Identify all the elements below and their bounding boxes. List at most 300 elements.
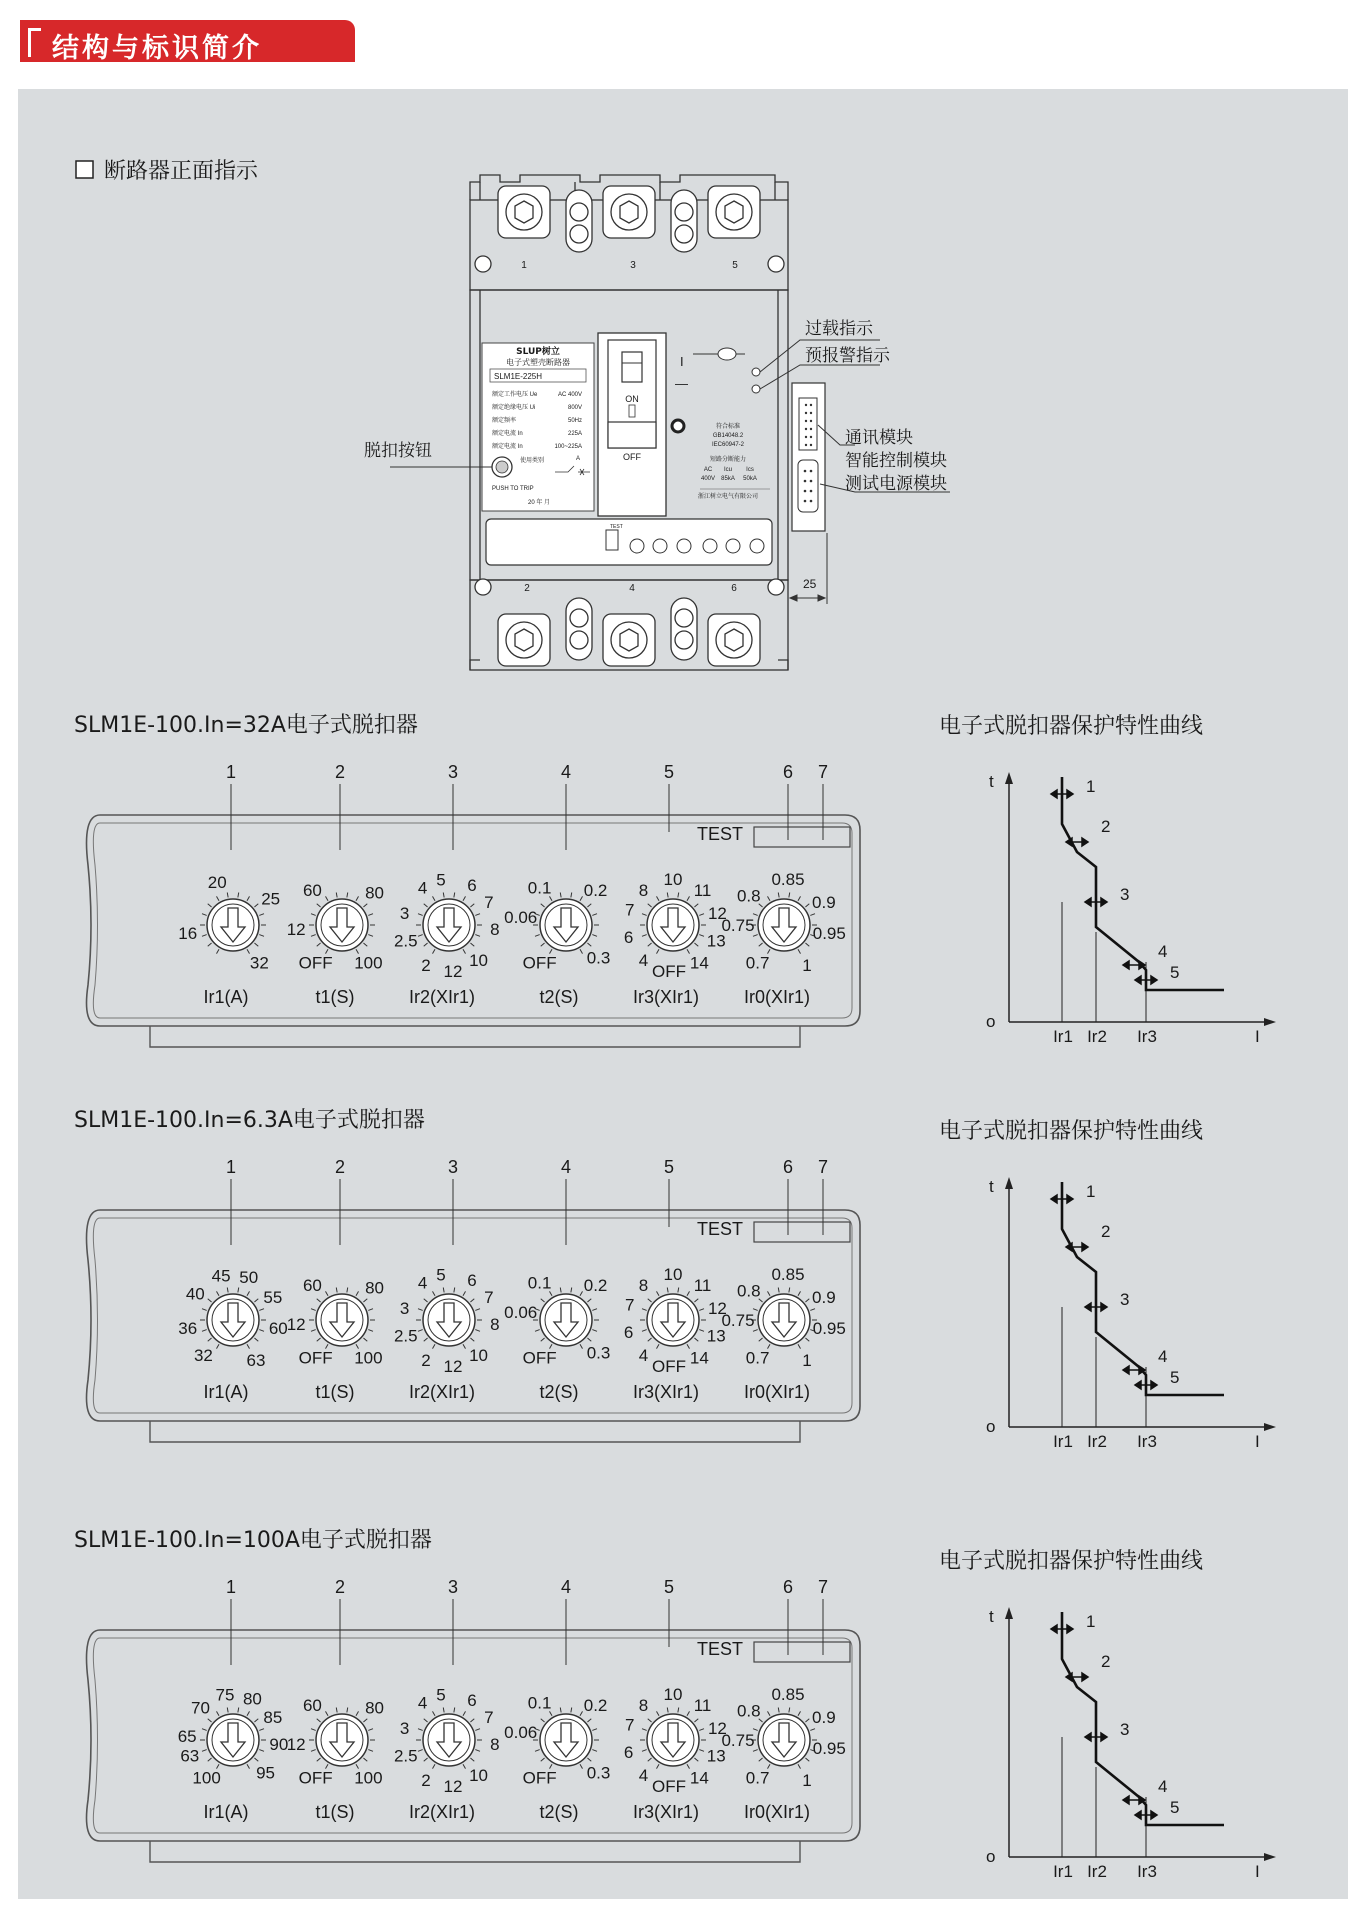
cap-head: AC <box>703 467 713 473</box>
dial-scale-label: 12 <box>286 920 306 940</box>
brand-label: SLUP树立 <box>516 347 560 357</box>
callout-number: 4 <box>560 762 572 782</box>
axis-arrow-icon <box>1005 1607 1013 1619</box>
dial-scale-label: OFF <box>298 1768 333 1788</box>
i-symbol: I <box>680 354 684 369</box>
curve-mark-label: 4 <box>1158 1347 1168 1366</box>
curve-mark-label: 1 <box>1086 1612 1096 1631</box>
status-led-icon <box>672 420 684 432</box>
dial-scale-label: 20 <box>207 872 227 892</box>
cap-value: 85kA <box>721 476 735 482</box>
rating-value: 100~225A <box>554 444 582 450</box>
maker-label: 浙江树立电气有限公司 <box>697 494 759 500</box>
dial-scale-label: 6 <box>623 927 634 947</box>
dial-scale-label: 4 <box>417 1273 428 1293</box>
dial-scale-label: 10 <box>663 870 683 889</box>
curve-mark-label: 4 <box>1158 942 1168 961</box>
curve-mark-label: 3 <box>1120 1290 1130 1309</box>
rating-value: 800V <box>567 405 582 411</box>
model-label: SLM1E-225H <box>494 372 543 381</box>
callout-number: 7 <box>817 762 829 782</box>
dial-scale-label: OFF <box>298 1348 333 1368</box>
curve-line <box>1062 777 1224 990</box>
dial-scale-label: 0.95 <box>812 1318 846 1338</box>
dial-scale-label: 10 <box>469 951 489 971</box>
trip-units <box>74 713 1276 1881</box>
curve-tick: Ir1 <box>1053 1432 1073 1451</box>
t-axis-label: t <box>989 772 994 791</box>
dial-scale-label: 11 <box>693 1695 712 1715</box>
origin-label: o <box>986 1417 996 1436</box>
dial-scale-label: 0.3 <box>586 1343 611 1363</box>
test-button[interactable] <box>754 1222 850 1242</box>
dial-scale-label: 80 <box>242 1689 262 1709</box>
dial-scale-label: 2.5 <box>393 1746 418 1766</box>
dial-scale-label: 95 <box>256 1763 275 1783</box>
dial-scale-label: 4 <box>417 878 428 898</box>
dial-scale-label: 0.2 <box>583 880 608 900</box>
dial-name: Ir0(XIr1) <box>743 1382 811 1402</box>
rotary-dial[interactable] <box>178 1686 289 1788</box>
dial-name: Ir2(XIr1) <box>408 987 476 1007</box>
header-title: 结构与标识简介 <box>52 33 262 64</box>
dial-name: Ir3(XIr1) <box>632 987 700 1007</box>
axis-arrow-icon <box>1005 1177 1013 1189</box>
dial-scale-label: 4 <box>638 1766 649 1786</box>
dial-scale-label: 65 <box>177 1726 197 1746</box>
dial-scale-label: 12 <box>443 1356 463 1376</box>
dial-scale-label: 0.7 <box>745 1348 770 1368</box>
trip-unit-section <box>74 713 1276 1047</box>
dial-scale-label: 14 <box>689 1348 709 1368</box>
dial-scale-label: 0.06 <box>504 1303 538 1323</box>
dial-scale-label: 8 <box>638 1695 649 1715</box>
dial-name: Ir2(XIr1) <box>408 1802 476 1822</box>
cap-head: Icu <box>723 467 733 473</box>
dial-scale-label: 4 <box>638 1346 649 1366</box>
rotary-dial[interactable] <box>287 1696 384 1788</box>
dial-scale-label: 0.75 <box>721 1311 755 1330</box>
callout-number: 6 <box>782 1157 794 1177</box>
handle-lever[interactable] <box>608 422 656 448</box>
terminal-1: 1 <box>521 260 527 271</box>
testpower-callout: 测试电源模块 <box>845 474 947 494</box>
dial-scale-label: 5 <box>436 1685 446 1705</box>
dial-scale-label: 8 <box>490 920 500 940</box>
dial-name: Ir1(A) <box>203 1382 249 1402</box>
dial-scale-label: 6 <box>467 1271 477 1291</box>
rotary-dial[interactable] <box>178 1267 288 1370</box>
dial-scale-label: 0.75 <box>721 1731 755 1750</box>
unit-title: SLM1E-100.In=32A电子式脱扣器 <box>74 713 418 738</box>
test-power-connector-icon <box>798 460 818 512</box>
axis-arrow-icon <box>1264 1018 1276 1026</box>
curve-mark-label: 5 <box>1170 1368 1180 1387</box>
curve-title: 电子式脱扣器保护特性曲线 <box>939 1119 1204 1144</box>
callout-number: 3 <box>447 1157 459 1177</box>
dial-scale-label: 14 <box>689 1768 709 1788</box>
protection-curve <box>986 1177 1276 1451</box>
rotary-dial[interactable] <box>721 1265 845 1370</box>
dial-name: t1(S) <box>315 1382 355 1402</box>
dial-scale-label: 10 <box>469 1346 489 1366</box>
dial-scale-label: 0.8 <box>736 1701 761 1721</box>
curve-mark-label: 2 <box>1101 1652 1111 1671</box>
dial-scale-label: 60 <box>302 880 322 900</box>
cap-head: Ics <box>746 467 754 473</box>
rating-key: 额定工作电压 Ue <box>492 392 538 398</box>
dial-scale-label: 0.9 <box>812 1288 836 1307</box>
dial-scale-label: 0.85 <box>771 1265 805 1285</box>
callout-number: 5 <box>663 1157 675 1177</box>
dial-scale-label: 3 <box>399 1299 410 1319</box>
callout-number: 7 <box>817 1577 829 1597</box>
dial-scale-label: 7 <box>625 1715 635 1735</box>
std-1: GB14048.2 <box>712 433 744 439</box>
curve-mark-label: 2 <box>1101 1222 1111 1241</box>
dial-scale-label: 12 <box>286 1735 306 1755</box>
front-view <box>76 159 950 670</box>
test-button[interactable] <box>754 1642 850 1662</box>
callout-number: 2 <box>334 1157 346 1177</box>
dial-scale-label: 6 <box>467 1691 477 1711</box>
rating-key: 额定电流 In <box>492 444 523 450</box>
dial-scale-label: 0.7 <box>745 1768 770 1788</box>
callout-number: 4 <box>560 1577 572 1597</box>
dial-scale-label: 63 <box>180 1746 200 1766</box>
curve-mark-label: 5 <box>1170 1798 1180 1817</box>
cap-value: 400V <box>700 476 716 482</box>
front-section-title: 断路器正面指示 <box>104 159 259 184</box>
overload-indicator <box>752 368 760 376</box>
rating-value: 50Hz <box>567 418 582 424</box>
dial-scale-label: 6 <box>623 1322 634 1342</box>
dial-name: t2(S) <box>539 1802 579 1822</box>
dial-scale-label: 7 <box>484 1288 494 1307</box>
dial-scale-label: 10 <box>469 1766 489 1786</box>
dial-scale-label: 0.2 <box>583 1695 608 1715</box>
dial-scale-label: 13 <box>706 931 726 951</box>
std-title: 符合标准 <box>715 424 741 430</box>
smart-callout: 智能控制模块 <box>845 451 947 471</box>
dial-scale-label: OFF <box>522 1348 557 1368</box>
dial-scale-label: 5 <box>436 1265 446 1285</box>
curve-tick: Ir3 <box>1137 1027 1157 1046</box>
dial-scale-label: 12 <box>286 1315 306 1335</box>
trip-unit-section <box>74 1108 1276 1451</box>
dial-scale-label: 32 <box>249 953 269 973</box>
dial-scale-label: 6 <box>623 1742 634 1762</box>
callout-number: 3 <box>447 1577 459 1597</box>
dial-scale-label: OFF <box>522 953 557 973</box>
origin-label: o <box>986 1847 996 1866</box>
dial-scale-label: 0.06 <box>504 908 538 928</box>
rating-key: 额定电流 In <box>492 431 523 437</box>
rotary-dial[interactable] <box>624 1265 727 1376</box>
rotary-dial[interactable] <box>178 873 280 973</box>
dial-name: Ir2(XIr1) <box>408 1382 476 1402</box>
terminal-4: 4 <box>629 583 635 594</box>
dial-scale-label: OFF <box>651 1356 686 1376</box>
rotary-dial[interactable] <box>721 1685 845 1790</box>
dial-scale-label: 11 <box>693 1275 712 1295</box>
dial-scale-label: 60 <box>302 1695 322 1715</box>
dial-scale-label: 32 <box>193 1346 213 1366</box>
dial-scale-label: 7 <box>625 900 635 920</box>
dial-scale-label: 0.75 <box>721 916 755 935</box>
dial-scale-label: 2.5 <box>393 1326 418 1346</box>
curve-line <box>1062 1612 1224 1825</box>
dial-scale-label: 36 <box>178 1318 198 1338</box>
rotary-dial[interactable] <box>394 1266 500 1376</box>
dial-scale-label: OFF <box>522 1768 557 1788</box>
dial-scale-label: 0.95 <box>812 923 846 943</box>
adjust-arrow-icon <box>1123 961 1145 969</box>
rotary-dial[interactable] <box>504 1273 610 1367</box>
callout-number: 7 <box>817 1157 829 1177</box>
dial-scale-label: OFF <box>651 1776 686 1796</box>
dial-name: t2(S) <box>539 987 579 1007</box>
terminal-2: 2 <box>524 583 530 594</box>
dial-scale-label: 12 <box>707 904 727 924</box>
dial-scale-label: 4 <box>638 951 649 971</box>
rotary-dial[interactable] <box>624 1685 727 1796</box>
dial-name: Ir0(XIr1) <box>743 987 811 1007</box>
callout-number: 5 <box>663 1577 675 1597</box>
dial-scale-label: 8 <box>638 880 649 900</box>
test-button[interactable] <box>754 827 850 847</box>
dial-scale-label: 3 <box>399 904 410 924</box>
rating-value: 225A <box>567 431 582 437</box>
dial-scale-label: 100 <box>192 1768 221 1788</box>
cap-value: 50kA <box>743 476 757 482</box>
checkbox-icon <box>76 161 93 178</box>
dial-scale-label: 13 <box>706 1746 726 1766</box>
prealarm-callout: 预报警指示 <box>805 346 890 366</box>
unit-title: SLM1E-100.In=100A电子式脱扣器 <box>74 1528 432 1553</box>
dial-scale-label: 0.06 <box>504 1723 538 1743</box>
product-label: 电子式塑壳断路器 <box>506 358 570 367</box>
curve-mark-label: 4 <box>1158 1777 1168 1796</box>
off-label: OFF <box>623 452 641 462</box>
dial-name: Ir1(A) <box>203 987 249 1007</box>
dial-name: t1(S) <box>315 1802 355 1822</box>
dial-scale-label: 12 <box>443 1776 463 1796</box>
dial-scale-label: 2.5 <box>393 931 418 951</box>
dial-scale-label: 0.1 <box>527 878 552 898</box>
unit-title: SLM1E-100.In=6.3A电子式脱扣器 <box>74 1108 425 1133</box>
dial-scale-label: 7 <box>484 893 494 912</box>
dial-name: Ir3(XIr1) <box>632 1382 700 1402</box>
trip-button-callout: 脱扣按钮 <box>364 441 432 461</box>
dial-scale-label: OFF <box>298 953 333 973</box>
rotary-dial[interactable] <box>287 1276 384 1368</box>
t-axis-label: t <box>989 1177 994 1196</box>
axis-arrow-icon <box>1264 1423 1276 1431</box>
dial-scale-label: 0.7 <box>745 953 770 973</box>
dial-scale-label: 63 <box>246 1350 266 1370</box>
dial-scale-label: 5 <box>436 870 446 890</box>
curve-mark-label: 1 <box>1086 777 1096 796</box>
overload-callout: 过载指示 <box>805 319 873 339</box>
curve-tick: Ir2 <box>1087 1432 1107 1451</box>
callout-number: 6 <box>782 1577 794 1597</box>
dial-scale-label: 12 <box>707 1719 727 1739</box>
dial-scale-label: 0.2 <box>583 1275 608 1295</box>
dial-scale-label: 0.95 <box>812 1738 846 1758</box>
curve-line <box>1062 1182 1224 1395</box>
rating-key: 额定绝缘电压 Ui <box>492 405 536 411</box>
dial-scale-label: 1 <box>802 1350 812 1370</box>
dial-name: Ir3(XIr1) <box>632 1802 700 1822</box>
dial-scale-label: 90 <box>269 1735 289 1755</box>
dial-scale-label: 60 <box>302 1275 322 1295</box>
dial-scale-label: 70 <box>191 1698 210 1718</box>
dial-scale-label: 16 <box>178 923 198 943</box>
curve-mark-label: 5 <box>1170 963 1180 982</box>
dial-scale-label: 2 <box>421 1350 431 1370</box>
terminal-3: 3 <box>630 260 636 271</box>
curve-tick: Ir3 <box>1137 1432 1157 1451</box>
axis-arrow-icon <box>1005 772 1013 784</box>
rotary-dial[interactable] <box>504 878 610 972</box>
callout-number: 5 <box>663 762 675 782</box>
dial-scale-label: 10 <box>663 1685 683 1704</box>
i-axis-label: I <box>1255 1432 1260 1451</box>
comm-callout: 通讯模块 <box>845 428 913 448</box>
callout-number: 1 <box>225 1157 237 1177</box>
dial-scale-label: 85 <box>263 1708 283 1727</box>
curve-mark-label: 2 <box>1101 817 1111 836</box>
adjust-arrow-icon <box>1123 1366 1145 1374</box>
dial-name: Ir1(A) <box>203 1802 249 1822</box>
strip-test-label: TEST <box>610 524 623 530</box>
rotary-dial[interactable] <box>721 870 845 975</box>
adjust-arrow-icon <box>1066 838 1088 846</box>
dial-scale-label: 0.9 <box>812 893 836 912</box>
curve-tick: Ir1 <box>1053 1862 1073 1881</box>
dial-scale-label: 8 <box>490 1315 500 1335</box>
dial-scale-label: 100 <box>354 1768 383 1788</box>
terminal-5: 5 <box>732 260 738 271</box>
push-to-trip-label: PUSH TO TRIP <box>492 486 534 492</box>
dial-scale-label: 2 <box>421 1770 431 1790</box>
rotary-dial[interactable] <box>394 871 500 981</box>
dial-scale-label: 10 <box>663 1265 683 1284</box>
callout-number: 3 <box>447 762 459 782</box>
dial-scale-label: 0.8 <box>736 886 761 906</box>
rotary-dial[interactable] <box>287 881 384 973</box>
dial-scale-label: 6 <box>467 876 477 896</box>
dial-scale-label: 50 <box>239 1267 259 1287</box>
dial-scale-label: 8 <box>638 1275 649 1295</box>
callout-number: 1 <box>225 1577 237 1597</box>
rotary-dial[interactable] <box>624 870 727 981</box>
t-axis-label: t <box>989 1607 994 1626</box>
curve-tick: Ir2 <box>1087 1862 1107 1881</box>
dial-scale-label: 12 <box>443 961 463 981</box>
test-label: TEST <box>697 1219 744 1239</box>
dial-scale-label: 2 <box>421 955 431 975</box>
dial-name: Ir0(XIr1) <box>743 1802 811 1822</box>
curve-title: 电子式脱扣器保护特性曲线 <box>939 1549 1204 1574</box>
curve-mark-label: 3 <box>1120 885 1130 904</box>
rotary-dial[interactable] <box>394 1686 500 1796</box>
dial-scale-label: 14 <box>689 953 709 973</box>
on-label: ON <box>625 394 639 404</box>
dial-scale-label: 0.3 <box>586 1763 611 1783</box>
adjust-arrow-icon <box>1066 1673 1088 1681</box>
dial-scale-label: 0.1 <box>527 1693 552 1713</box>
dial-scale-label: 11 <box>693 880 712 900</box>
dial-scale-label: 25 <box>261 889 281 909</box>
adjust-arrow-icon <box>1066 1243 1088 1251</box>
callout-number: 2 <box>334 1577 346 1597</box>
curve-tick: Ir2 <box>1087 1027 1107 1046</box>
dial-scale-label: 7 <box>625 1295 635 1315</box>
dimension-25: 25 <box>803 577 817 591</box>
callout-number: 1 <box>225 762 237 782</box>
date-label: 20 年 月 <box>528 500 551 506</box>
dial-scale-label: 8 <box>490 1735 500 1755</box>
test-label: TEST <box>697 1639 744 1659</box>
dial-scale-label: 3 <box>399 1719 410 1739</box>
dial-scale-label: 0.9 <box>812 1708 836 1727</box>
dial-scale-label: OFF <box>651 961 686 981</box>
i-axis-label: I <box>1255 1027 1260 1046</box>
protection-curve <box>986 772 1276 1046</box>
curve-tick: Ir1 <box>1053 1027 1073 1046</box>
dial-scale-label: 60 <box>268 1318 288 1338</box>
dash-symbol: — <box>675 376 688 391</box>
protection-curve <box>986 1607 1276 1881</box>
dial-name: t2(S) <box>539 1382 579 1402</box>
rating-value: AC 400V <box>557 392 582 398</box>
dial-scale-label: 75 <box>215 1685 235 1705</box>
cap-title: 短路分断能力 <box>709 457 747 463</box>
dial-scale-label: 1 <box>802 955 812 975</box>
dial-scale-label: 1 <box>802 1770 812 1790</box>
axis-arrow-icon <box>1264 1853 1276 1861</box>
terminal-6: 6 <box>731 583 737 594</box>
rating-key: 额定频率 <box>492 418 517 424</box>
dial-scale-label: 7 <box>484 1708 494 1727</box>
dial-scale-label: 0.1 <box>527 1273 552 1293</box>
callout-number: 4 <box>560 1157 572 1177</box>
dial-scale-label: 40 <box>185 1284 205 1304</box>
dial-scale-label: 0.85 <box>771 1685 805 1705</box>
rotary-dial[interactable] <box>504 1693 610 1787</box>
dial-scale-label: 80 <box>365 883 384 903</box>
std-2: IEC60947-2 <box>711 442 745 448</box>
curve-title: 电子式脱扣器保护特性曲线 <box>939 714 1204 739</box>
adjust-arrow-icon <box>1123 1796 1145 1804</box>
dial-scale-label: 0.8 <box>736 1281 761 1301</box>
dial-scale-label: 80 <box>365 1278 384 1298</box>
dial-scale-label: 100 <box>354 1348 383 1368</box>
dial-name: t1(S) <box>315 987 355 1007</box>
callout-number: 6 <box>782 762 794 782</box>
dial-scale-label: 45 <box>211 1266 231 1286</box>
callout-number: 2 <box>334 762 346 782</box>
dial-scale-label: 13 <box>706 1326 726 1346</box>
dial-scale-label: 0.85 <box>771 870 805 890</box>
curve-mark-label: 3 <box>1120 1720 1130 1739</box>
use-class-label: 使用类别 <box>520 458 545 464</box>
dial-scale-label: 100 <box>354 953 383 973</box>
origin-label: o <box>986 1012 996 1031</box>
ccc-mark-icon <box>718 348 736 360</box>
